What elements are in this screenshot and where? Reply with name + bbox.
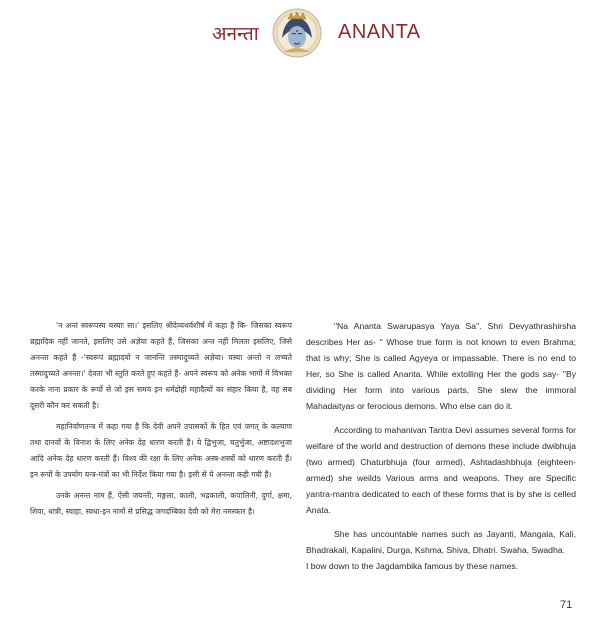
english-paragraph-1: "Na Ananta Swarupasya Yaya Sa". Shri Devyathrashirsha describes Her as- " Whose true form is not known to even Brahma; that is why; She is called Agyeya or impassable. There is no end to Her, so She is called Ananta. While extolling Her the gods say- "By dividing Her form into various parts, She slew the immoral Mahadaityas or ferocious demons. Who else can do it. (306, 321, 576, 411)
english-paragraph-4: I bow down to the Jagdambika famous by these names. (306, 561, 519, 571)
goddess-face-icon (272, 8, 322, 58)
hindi-paragraph-3: उनके अनन्त नाम हैं, ऐसी जयन्ती, मङ्गला, काली, भद्रकाली, कपालिनी, दुर्गा, क्षमा, शिवा, धात्री, स्वाहा, स्वधा-इन नामों से प्रसिद्ध जगदम्बिका देवी को मेरा नमस्कार है। (30, 491, 292, 516)
title-hindi: अनन्ता (212, 23, 259, 45)
hindi-paragraph-2: महानिर्वाणतन्त्र में कहा गया है कि देवी अपने उपासकों के हित एवं जगत् के कल्याण तथा दानवों के विनाश के लिए अनेक देह धारण करती हैं। ये द्विभुजा, चतुर्भुजा, अष्टादशभुजा आदि अनेक देह धारण करती हैं। विश्व की रक्षा के लिए अनेक अस्त्र-शस्त्रों को धारण करती हैं। इन रूपों के उपयोग यन्त्र-मंत्रों का भी निर्देश किया गया है। इसी से ये अनन्ता कही गयी हैं। (30, 422, 292, 479)
title-english: ANANTA (338, 21, 421, 43)
english-paragraph-2: According to mahanivan Tantra Devi assumes several forms for welfare of the world and destruction of demons these include dwibhuja (two armed) Chaturbhuja (four armed), Ashtadashbhuja (eighteen-armed) she weilds Various arms and weapons. They are Specific yantra-mantra dedicated to each of these forms that is by she is celled Anata. (306, 425, 576, 515)
english-paragraph-3: She has uncountable names such as Jayanti, Mangala, Kali, Bhadrakali, Kapalini, Durga, Kshma, Shiva, Dhatri. Swaha, Swadha. (306, 529, 576, 555)
page-header (0, 8, 600, 58)
page-number: 71 (560, 599, 573, 611)
english-text-column (306, 318, 576, 582)
hindi-paragraph-1: 'न अन्तं स्वरूपस्य यस्याः सा।' इसलिए श्रीदेव्यथर्वशीर्ष में कहा है कि- जिसका स्वरूप ब्रह्मादिक नहीं जानते, इसलिए उसे अज्ञेया कहते हैं, जिसका अन्त नहीं मिलता इसलिए, जिसे अनन्ता कहते हैं -'स्वरूपं ब्रह्मादयो न जानन्ति तस्मादुच्यते अज्ञेया। यस्या अन्तो न लभ्यते तस्मादुच्यते अनन्ता।' देवता भी स्तुति करते हुए कहते हैं- अपने स्वरूप को अनेक भागों में विभक्त करके नाना प्रकार के रूपों से जो इस समय इन धर्मद्रोही महादैत्यों का संहार किया है, वह सब दूसरी कौन कर सकती है। (30, 321, 292, 410)
hindi-text-column (30, 318, 292, 525)
